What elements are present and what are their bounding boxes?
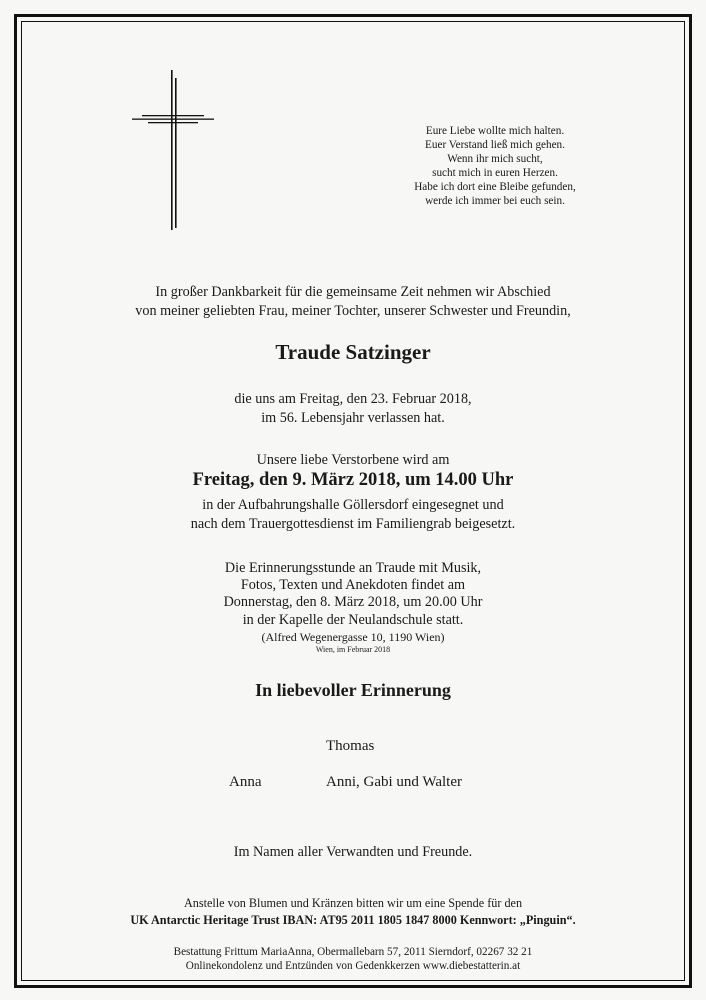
poem [380,124,610,208]
memorial-info [0,560,706,646]
death-line: die uns am Freitag, den 23. Februar 2018, [234,391,472,407]
poem-line: Habe ich dort eine Bleibe gefunden, [414,181,576,193]
death-line: im 56. Lebensjahr verlassen hat. [261,409,445,426]
undertaker-address: Bestattung Frittum MariaAnna, Obermallebarn 57, 2011 Sierndorf, 02267 32 21 [173,946,533,958]
memorial-address: (Alfred Wegenergasse 10, 1190 Wien) [261,629,445,644]
funeral-detail-line: in der Aufbahrungshalle Göllersdorf eingesegnet und [202,497,504,513]
memorial-line: Die Erinnerungsstunde an Traude mit Musik, [224,560,482,576]
funeral-detail-line: nach dem Trauergottesdienst im Familiengrab beigesetzt. [190,515,516,532]
mourner-thomas: Thomas [326,738,375,754]
intro-line: von meiner geliebten Frau, meiner Tochter, unserer Schwester und Freundin, [135,302,571,319]
poem-line: sucht mich in euren Herzen. [432,167,558,179]
funeral-date: Freitag, den 9. März 2018, um 14.00 Uhr [192,470,514,490]
mourner-anna: Anna [229,774,262,790]
poem-line: werde ich immer bei euch sein. [425,195,565,207]
intro-text [0,283,706,320]
cross-icon [132,70,214,230]
memorial-line: in der Kapelle der Neulandschule statt. [242,611,464,628]
donation-request [0,895,706,928]
funeral-intro: Unsere liebe Verstorbene wird am [256,452,450,468]
poem-line: Euer Verstand ließ mich gehen. [425,139,565,151]
donation-line: Anstelle von Blumen und Kränzen bitten wir um eine Spende für den [183,896,523,910]
remembrance-heading: In liebevoller Erinnerung [255,680,451,700]
deceased-name: Traude Satzinger [275,340,431,364]
intro-line: In großer Dankbarkeit für die gemeinsame Zeit nehmen wir Abschied [155,284,551,300]
memorial-line: Fotos, Texten und Anekdoten findet am [240,577,466,594]
donation-account: UK Antarctic Heritage Trust IBAN: AT95 2011 1805 1847 8000 Kennwort: „Pinguin“. [130,912,576,927]
poem-line: Eure Liebe wollte mich halten. [425,125,565,137]
memorial-line: Donnerstag, den 8. März 2018, um 20.00 Uhr [223,594,483,611]
poem-line: Wenn ihr mich sucht, [447,153,543,165]
undertaker-info [0,946,706,973]
relatives-line: Im Namen aller Verwandten und Freunde. [233,844,473,860]
death-notice [0,390,706,427]
place-date: Wien, im Februar 2018 [315,645,391,654]
mourner-siblings: Anni, Gabi und Walter [326,774,462,790]
funeral-details [0,496,706,533]
undertaker-website: Onlinekondolenz und Entzünden von Gedenkkerzen www.diebestatterin.at [185,959,521,972]
